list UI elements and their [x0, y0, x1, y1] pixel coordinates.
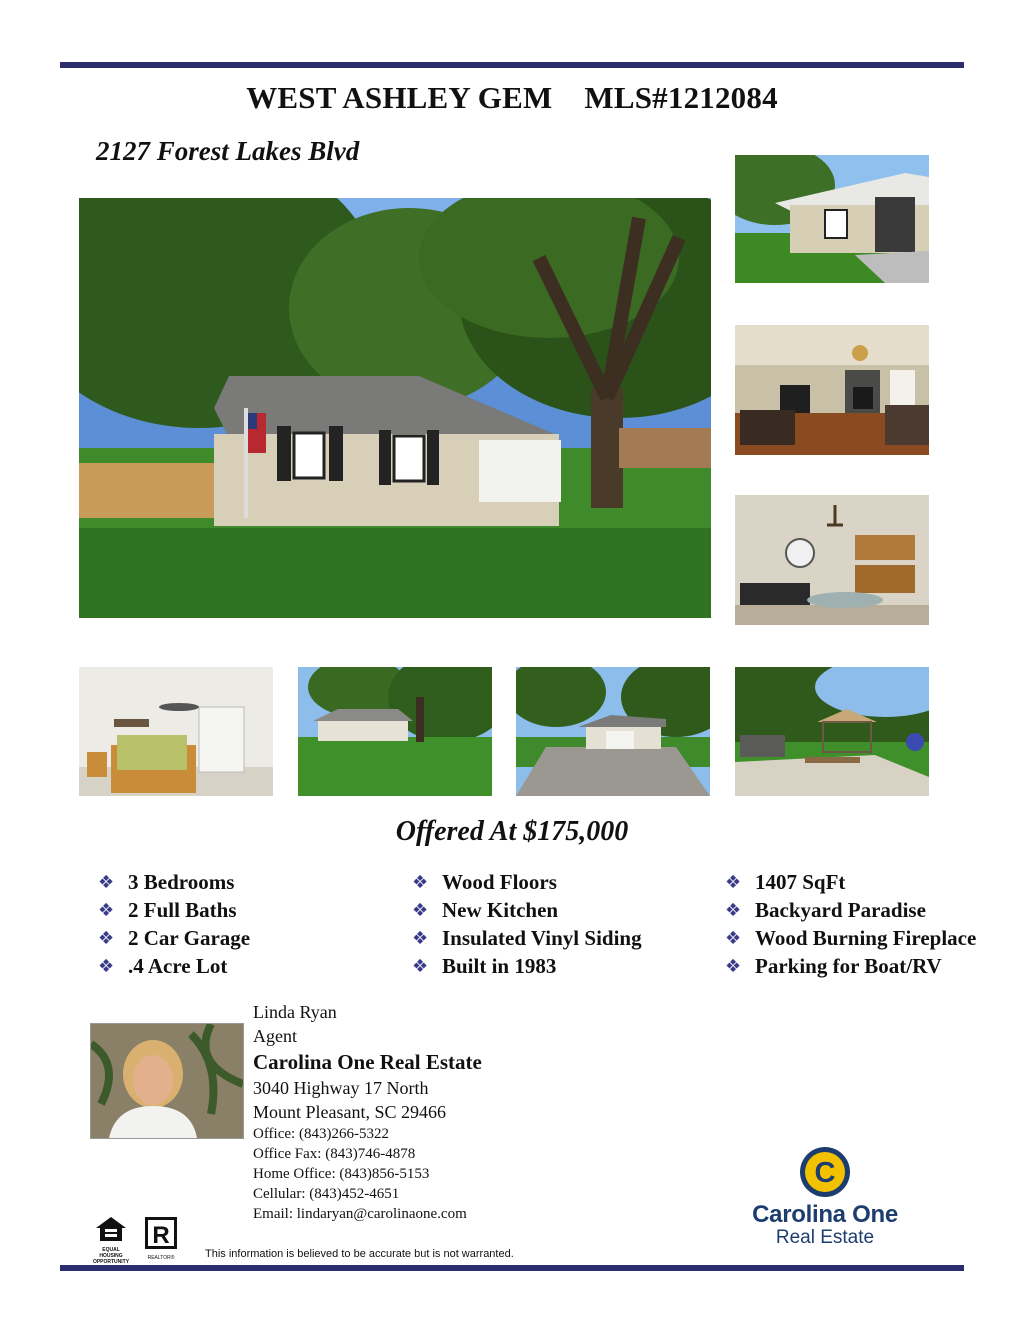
- feature-label: 2 Car Garage: [128, 925, 251, 950]
- feature-item: [412, 896, 642, 924]
- offered-price: Offered At $175,000: [395, 816, 629, 847]
- feature-label: Backyard Paradise: [755, 897, 926, 922]
- mls-number: MLS#1212084: [584, 80, 778, 115]
- page-title: [0, 80, 1024, 116]
- realtor-icon: [144, 1216, 178, 1250]
- disclaimer: This information is believed to be accurate but is not warranted.: [205, 1248, 514, 1260]
- agent-office-fax: Office Fax: (843)746-4878: [253, 1146, 416, 1162]
- agent-photo: [90, 1023, 244, 1139]
- bullet-diamond-icon: ❖: [98, 899, 115, 921]
- feature-label: Wood Floors: [442, 869, 557, 894]
- feature-item: [98, 924, 250, 952]
- agent-home-office: Home Office: (843)856-5153: [253, 1166, 430, 1182]
- agent-office-phone: Office: (843)266-5322: [253, 1126, 389, 1142]
- bullet-diamond-icon: ❖: [725, 899, 742, 921]
- agent-name: Linda Ryan: [253, 1002, 337, 1022]
- feature-label: 1407 SqFt: [755, 869, 846, 894]
- agent-email: Email: lindaryan@carolinaone.com: [253, 1206, 467, 1222]
- bullet-diamond-icon: ❖: [412, 955, 429, 977]
- feature-item: [412, 924, 642, 952]
- house-front-photo: [79, 198, 711, 618]
- carolina-one-logo: [730, 1145, 920, 1249]
- equal-housing-badge: [90, 1216, 132, 1265]
- bullet-diamond-icon: ❖: [98, 955, 115, 977]
- feature-item: [98, 868, 250, 896]
- realtor-badge: [140, 1216, 182, 1261]
- bullet-diamond-icon: ❖: [725, 871, 742, 893]
- bullet-diamond-icon: ❖: [412, 871, 429, 893]
- feature-item: [725, 896, 976, 924]
- feature-label: Built in 1983: [442, 953, 557, 978]
- backyard-photo: [298, 667, 492, 796]
- bullet-diamond-icon: ❖: [725, 955, 742, 977]
- agent-title: Agent: [253, 1026, 297, 1046]
- property-address: 2127 Forest Lakes Blvd: [96, 136, 360, 166]
- patio-gazebo-photo: [735, 667, 929, 796]
- feature-label: 3 Bedrooms: [128, 869, 235, 894]
- top-rule: [60, 62, 964, 68]
- bedroom-photo: [79, 667, 273, 796]
- features-column-2: [412, 868, 642, 980]
- feature-label: Parking for Boat/RV: [755, 953, 942, 978]
- features-column-1: [98, 868, 250, 980]
- feature-item: [725, 868, 976, 896]
- realtor-letter: R: [152, 1222, 170, 1249]
- feature-item: [98, 952, 250, 980]
- agent-cellular: Cellular: (843)452-4651: [253, 1186, 400, 1202]
- headline: WEST ASHLEY GEM: [246, 80, 553, 115]
- front-porch-photo: [735, 155, 929, 283]
- logo-name: Carolina One: [752, 1201, 898, 1228]
- living-room-photo: [735, 325, 929, 455]
- feature-label: Insulated Vinyl Siding: [442, 925, 642, 950]
- feature-item: [98, 896, 250, 924]
- feature-item: [725, 924, 976, 952]
- features-column-3: [725, 868, 976, 980]
- logo-letter: C: [814, 1157, 836, 1189]
- feature-label: 2 Full Baths: [128, 897, 237, 922]
- equal-housing-icon: [95, 1216, 127, 1242]
- feature-item: [725, 952, 976, 980]
- feature-item: [412, 868, 642, 896]
- agent-city: Mount Pleasant, SC 29466: [253, 1102, 447, 1122]
- agent-company: Carolina One Real Estate: [253, 1050, 482, 1074]
- feature-label: New Kitchen: [442, 897, 559, 922]
- bullet-diamond-icon: ❖: [412, 899, 429, 921]
- realtor-caption: REALTOR®: [147, 1255, 175, 1261]
- logo-c-icon: [798, 1145, 852, 1199]
- kitchen-dining-photo: [735, 495, 929, 625]
- feature-label: .4 Acre Lot: [128, 953, 228, 978]
- logo-subtitle: Real Estate: [775, 1227, 875, 1248]
- driveway-garage-photo: [516, 667, 710, 796]
- agent-street: 3040 Highway 17 North: [253, 1078, 429, 1098]
- bullet-diamond-icon: ❖: [412, 927, 429, 949]
- bullet-diamond-icon: ❖: [98, 871, 115, 893]
- bullet-diamond-icon: ❖: [725, 927, 742, 949]
- bottom-rule: [60, 1265, 964, 1271]
- feature-label: Wood Burning Fireplace: [755, 925, 977, 950]
- equal-housing-caption: EQUAL HOUSING OPPORTUNITY: [92, 1247, 130, 1265]
- bullet-diamond-icon: ❖: [98, 927, 115, 949]
- feature-item: [412, 952, 642, 980]
- agent-contact: [253, 1000, 482, 1224]
